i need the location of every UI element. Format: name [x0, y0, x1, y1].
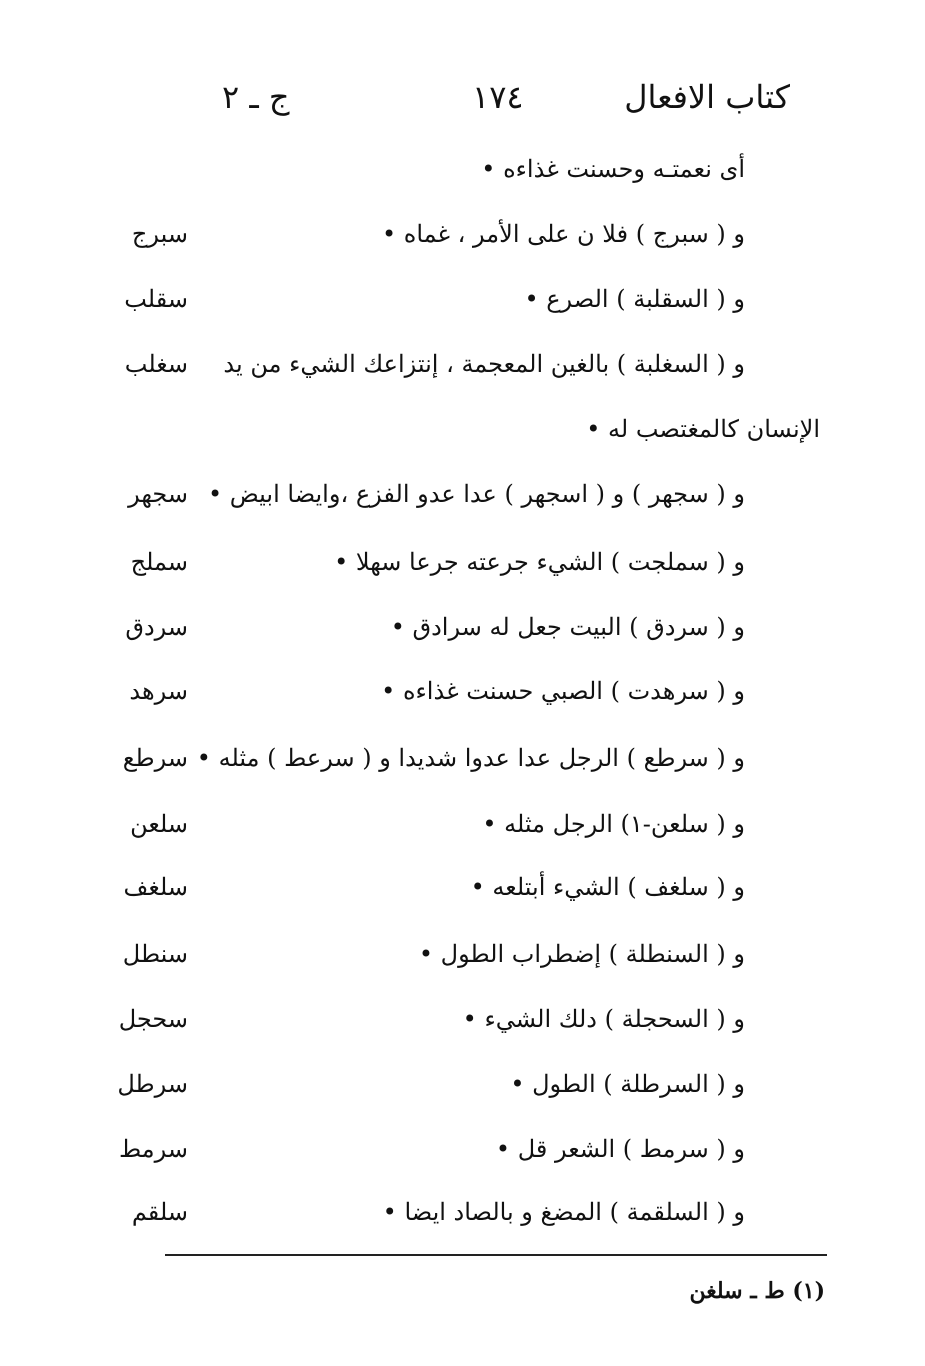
- margin-root: سرطع: [122, 744, 188, 772]
- text-line: [0, 1198, 925, 1238]
- margin-root: سنطل: [122, 940, 188, 968]
- text-line: [0, 415, 925, 455]
- text-line: [0, 1135, 925, 1175]
- margin-root: سردق: [125, 613, 188, 641]
- margin-root: سغلب: [124, 350, 188, 378]
- page-number: ١٧٤: [472, 78, 524, 116]
- text-line: [0, 940, 925, 980]
- text-line: [0, 285, 925, 325]
- entry-text: و ( السرطلة ) الطول •: [510, 1070, 745, 1098]
- entry-text: و ( سلعن-١) الرجل مثله •: [482, 810, 745, 838]
- entry-text: و ( سردق ) البيت جعل له سرادق •: [390, 613, 745, 641]
- entry-text: و ( سلغف ) الشيء أبتلعه •: [470, 873, 745, 901]
- margin-root: سملج: [130, 548, 188, 576]
- entry-text: و ( السحجلة ) دلك الشيء •: [462, 1005, 745, 1033]
- margin-root: سرمط: [119, 1135, 188, 1163]
- text-line: [0, 810, 925, 850]
- margin-root: سلغف: [123, 873, 188, 901]
- entry-text: و ( السلقمة ) المضغ و بالصاد ايضا •: [382, 1198, 745, 1226]
- entry-text: و ( سرطع ) الرجل عدا عدوا شديدا و ( سرعط ) مثله •: [196, 744, 745, 772]
- margin-root: سلعن: [130, 810, 188, 838]
- margin-root: سرهد: [129, 677, 188, 705]
- entry-text: و ( السقلبة ) الصرع •: [524, 285, 745, 313]
- margin-root: سبرج: [131, 220, 188, 248]
- text-line: [0, 873, 925, 913]
- entry-text: و ( سرهدت ) الصبي حسنت غذاءه •: [381, 677, 745, 705]
- footnote-divider: [165, 1254, 827, 1256]
- text-line: [0, 480, 925, 520]
- page-header: [0, 78, 925, 128]
- entry-text: الإنسان كالمغتصب له •: [586, 415, 820, 443]
- text-line: [0, 1070, 925, 1110]
- margin-root: سرطل: [117, 1070, 188, 1098]
- margin-root: سجهر: [128, 480, 188, 508]
- book-title: كتاب الافعال: [624, 78, 790, 116]
- text-line: [0, 613, 925, 653]
- text-line: [0, 220, 925, 260]
- margin-root: سحجل: [118, 1005, 188, 1033]
- entry-text: و ( السنطلة ) إضطراب الطول •: [418, 940, 745, 968]
- entry-text: و ( السغلبة ) بالغين المعجمة ، إنتزاعك الشيء من يد: [223, 350, 745, 378]
- text-line: [0, 1005, 925, 1045]
- margin-root: سلقم: [131, 1198, 188, 1226]
- entry-text: أى نعمتـه وحسنت غذاءه •: [481, 155, 745, 183]
- text-line: [0, 548, 925, 588]
- text-line: [0, 350, 925, 390]
- entry-text: و ( سبرج ) فلا ن على الأمر ، غماه •: [381, 220, 745, 248]
- entry-text: و ( سرمط ) الشعر قل •: [495, 1135, 745, 1163]
- text-line: [0, 677, 925, 717]
- entry-text: و ( سجهر ) و ( اسجهر ) عدا عدو الفزع ،وايضا ابيض •: [207, 480, 745, 508]
- margin-root: سقلب: [124, 285, 188, 313]
- entry-text: و ( سملجت ) الشيء جرعته جرعا سهلا •: [334, 548, 745, 576]
- volume-number: ج ـ ٢: [222, 78, 290, 116]
- text-line: [0, 744, 925, 784]
- footnote: (١) ط ـ سلغن: [689, 1278, 825, 1304]
- text-line: [0, 155, 925, 195]
